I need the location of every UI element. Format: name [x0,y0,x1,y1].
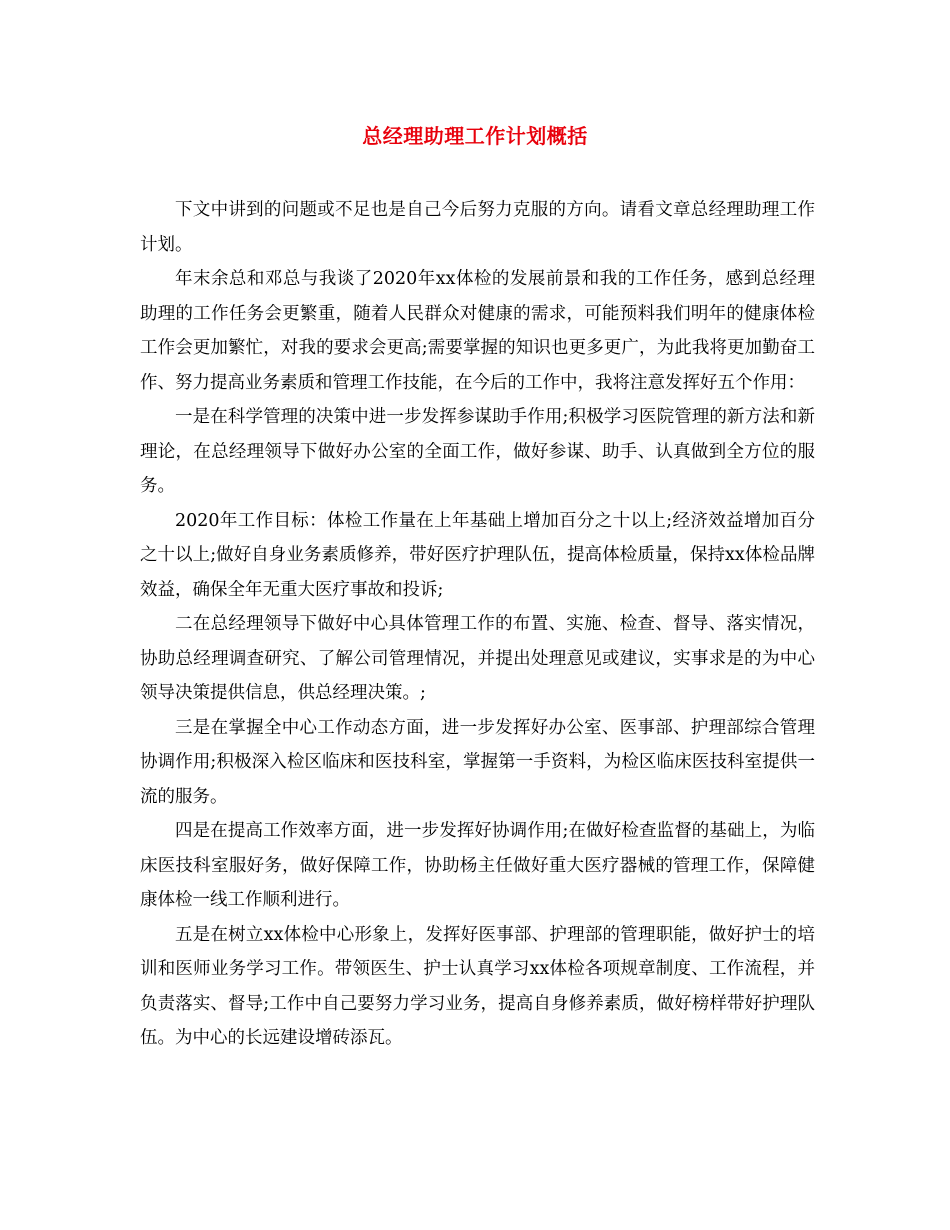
paragraph-role-five: 五是在树立xx体检中心形象上，发挥好医事部、护理部的管理职能，做好护士的培训和医师业务学习工作。带领医生、护士认真学习xx体检各项规章制度、工作流程，并负责落实、督导;工作中自己要努力学习业务，提高自身修养素质，做好榜样带好护理队伍。为中心的长远建设增砖添瓦。 [140,924,815,1048]
paragraph-role-three: 三是在掌握全中心工作动态方面，进一步发挥好办公室、医事部、护理部综合管理协调作用;积极深入检区临床和医技科室，掌握第一手资料，为检区临床医技科室提供一流的服务。 [140,717,815,807]
paragraph-background: 年末余总和邓总与我谈了2020年xx体检的发展前景和我的工作任务，感到总经理助理的工作任务会更繁重，随着人民群众对健康的需求，可能预料我们明年的健康体检工作会更加繁忙，对我的要求会更高;需要掌握的知识也更多更广，为此我将更加勤奋工作、努力提高业务素质和管理工作技能，在今后的工作中，我将注意发挥好五个作用： [140,269,815,393]
document-title: 总经理助理工作计划概括 [362,124,588,148]
paragraph-role-four: 四是在提高工作效率方面，进一步发挥好协调作用;在做好检查监督的基础上，为临床医技科室服好务，做好保障工作，协助杨主任做好重大医疗器械的管理工作，保障健康体检一线工作顺利进行。 [140,821,815,910]
paragraph-role-two: 二在总经理领导下做好中心具体管理工作的布置、实施、检查、督导、落实情况，协助总经理调查研究、了解公司管理情况，并提出处理意见或建议，实事求是的为中心领导决策提供信息，供总经理决策。; [140,614,815,703]
document-body [140,193,815,1056]
paragraph-2020-goals: 2020年工作目标：体检工作量在上年基础上增加百分之十以上;经济效益增加百分之十以上;做好自身业务素质修养，带好医疗护理队伍，提高体检质量，保持xx体检品牌效益，确保全年无重大医疗事故和投诉; [140,510,815,600]
paragraph-intro: 下文中讲到的问题或不足也是自己今后努力克服的方向。请看文章总经理助理工作计划。 [140,200,815,255]
paragraph-role-one: 一是在科学管理的决策中进一步发挥参谋助手作用;积极学习医院管理的新方法和新理论，在总经理领导下做好办公室的全面工作，做好参谋、助手、认真做到全方位的服务。 [140,407,815,496]
